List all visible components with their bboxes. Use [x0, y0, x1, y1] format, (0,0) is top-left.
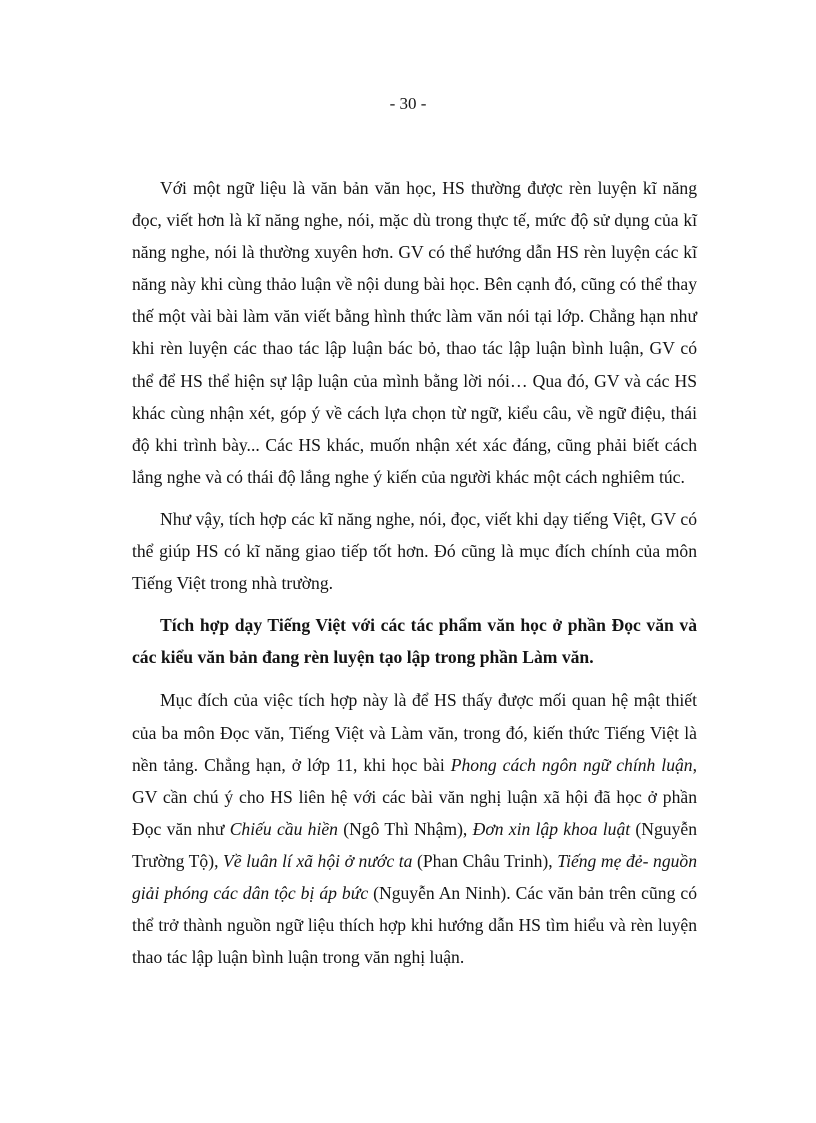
italic-title-phong-cach: Phong cách ngôn ngữ chính luận — [450, 754, 693, 775]
text-run: (Phan Châu Trinh), — [412, 850, 558, 871]
text-run: (Ngô Thì Nhậm), — [337, 818, 473, 839]
text-run: , GV cần chú ý cho HS liên hệ với các bài văn nghị luận xã hội đã học ở phần Đọc văn như — [132, 754, 697, 839]
paragraph-skills-practice: Với một ngữ liệu là văn bản văn học, HS thường được rèn luyện kĩ năng đọc, viết hơn là kĩ năng nghe, nói, mặc dù trong thực tế, mức độ sử dụng của kĩ năng nghe, nói là thường xuyên hơn. GV có thể hướng dẫn HS rèn luyện các kĩ năng này khi cùng thảo luận về nội dung bài học. Bên cạnh đó, cũng có thể thay thế một vài bài làm văn viết bằng hình thức làm văn nói tại lớp. Chẳng hạn như khi rèn luyện các thao tác lập luận bác bỏ, thao tác lập luận bình luận, GV có thể để HS thể hiện sự lập luận của mình bằng lời nói… Qua đó, GV và các HS khác cùng nhận xét, góp ý về cách lựa chọn từ ngữ, kiểu câu, về ngữ điệu, thái độ khi trình bày... Các HS khác, muốn nhận xét xác đáng, cũng phải biết cách lắng nghe và có thái độ lắng nghe ý kiến của người khác một cách nghiêm túc. — [132, 178, 697, 487]
text-run: (Nguyễn An Ninh). Các văn bản trên cũng có thể trở thành nguồn ngữ liệu thích hợp khi hướng dẫn HS tìm hiểu và rèn luyện thao tác lập luận bình luận trong văn nghị luận. — [132, 882, 697, 968]
italic-title-ve-luan-li: Về luân lí xã hội ở nước ta — [223, 850, 413, 871]
italic-title-chieu-cau-hien: Chiếu cầu hiền — [229, 818, 338, 839]
document-body — [132, 172, 697, 983]
text-run: Mục đích của việc tích hợp này là để HS thấy được mối quan hệ mật thiết của ba môn Đọc văn, Tiếng Việt và Làm văn, trong đó, kiến thức Tiếng Việt là nền tảng. Chẳng hạn, ở lớp 11, khi học bài — [132, 690, 697, 775]
italic-title-tieng-me-de: Tiếng mẹ đẻ- nguồn giải phóng các dân tộc bị áp bức — [132, 850, 698, 903]
paragraph-integration-purpose — [132, 684, 697, 973]
section-heading: Tích hợp dạy Tiếng Việt với các tác phẩm văn học ở phần Đọc văn và các kiểu văn bản đang rèn luyện tạo lập trong phần Làm văn. — [132, 615, 697, 668]
paragraph-integration-summary: Như vậy, tích hợp các kĩ năng nghe, nói, đọc, viết khi dạy tiếng Việt, GV có thể giúp HS có kĩ năng giao tiếp tốt hơn. Đó cũng là mục đích chính của môn Tiếng Việt trong nhà trường. — [132, 508, 697, 594]
text-run: (Nguyễn Trường Tộ), — [132, 818, 697, 871]
page-number: - 30 - — [389, 94, 427, 113]
italic-title-don-xin: Đơn xin lập khoa luật — [472, 818, 631, 839]
